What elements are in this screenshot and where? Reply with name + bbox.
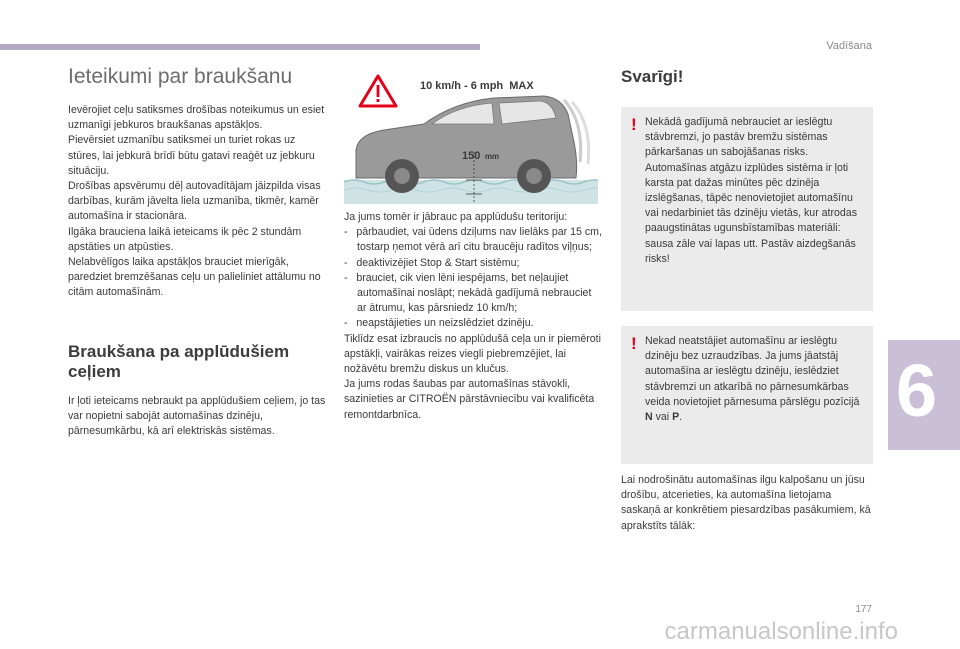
section-title: Vadīšana <box>826 40 872 52</box>
gear-position-n: N <box>645 411 653 424</box>
warning-text: Nekad neatstājiet automašīnu ar ieslēgtu dzinēju bez uzraudzības. Ja jums jāatstāj automašīna ar ieslēgtu dzinēju, ieslēdziet stāvbremzi un atkarībā no pārnesumkārbas veida novietojiet pārnesuma pārslēgu pozīcijā N vai P. <box>645 335 860 424</box>
warning-box-engine-running <box>621 326 873 464</box>
flood-instructions-list <box>344 225 602 331</box>
chapter-number: 6 <box>896 349 938 432</box>
page-title: Ieteikumi par braukšanu <box>68 65 293 88</box>
list-item: - pārbaudiet, vai ūdens dziļums nav lielāks par 15 cm, tostarp ņemot vērā arī citu braucēju radītos viļņus; <box>344 226 602 254</box>
exclamation-icon: ! <box>631 115 637 134</box>
chapter-tab <box>888 340 960 450</box>
flood-instructions-outro: Tiklīdz esat izbraucis no applūdušā ceļa un ir piemēroti apstākļi, vairākas reizes viegli piebremzējiet, lai nožāvētu bremžu diskus un klučus. Ja jums rodas šaubas par automašīnas stāvokli, sazinieties ar CITROËN pārstāvniecību vai kvalificēta remontdarbnīca. <box>344 332 601 421</box>
warning-text: Nekādā gadījumā nebrauciet ar ieslēgtu stāvbremzi, jo pastāv bremžu sistēmas pārkaršanas un sabojāšanas risks. Automašīnas atgāzu izplūdes sistēma ir ļoti karsta pat dažas minūtes pēc dzinēja izslēgšanas, tāpēc nenovietojiet automašīnu vai nedarbiniet tās dzinēju vietās, kur atrodas paaugstinātas ugunsbīstamības materiāli: sausa zāle vai lapas utt. Pastāv aizdegšanās risks! <box>645 116 857 265</box>
warning-box-parking-brake <box>621 107 873 311</box>
important-title: Svarīgi! <box>621 67 684 86</box>
speed-limit-label: 10 km/h - 6 mph MAX <box>420 80 534 92</box>
column-important <box>621 64 873 104</box>
exclamation-icon: ! <box>631 334 637 353</box>
list-item: - deaktivizējiet Stop & Start sistēmu; <box>344 256 520 269</box>
top-accent-bar <box>0 44 480 50</box>
depth-unit: mm <box>484 152 500 161</box>
flood-instructions-intro: Ja jums tomēr ir jābrauc pa applūdušu teritoriju: <box>344 211 568 223</box>
flood-section-text: Ir ļoti ieteicams nebraukt pa applūdušiem ceļiem, jo tas var nopietni sabojāt automašīnas dzinēju, pārnesumkārbu, kā arī elektriskās sistēmas. <box>68 394 326 438</box>
flooded-road-illustration <box>344 72 598 204</box>
longevity-note: Lai nodrošinātu automašīnas ilgu kalpošanu un jūsu drošību, atcerieties, ka automašīna lietojama saskaņā ar konkrētiem piesardzības pasākumiem, kā aprakstīts tālāk: <box>621 474 871 532</box>
page-number: 177 <box>855 604 872 615</box>
gear-position-p: P <box>672 411 680 424</box>
watermark: carmanualsonline.info <box>664 618 898 645</box>
flood-section-title: Braukšana pa applūdušiem ceļiem <box>68 341 290 381</box>
list-item: - neapstājieties un neizslēdziet dzinēju. <box>344 317 534 330</box>
column-driving-tips <box>68 64 326 439</box>
list-item: - brauciet, cik vien lēni iespējams, bet neļaujiet automašīnai noslāpt; nekādā gadījumā nebrauciet ar ātrumu, kas pārsniedz 10 km/h; <box>344 271 592 315</box>
depth-label <box>462 146 499 164</box>
driving-tips-text: Ievērojiet ceļu satiksmes drošības noteikumus un esiet uzmanīgi jebkuros braukšanas apstākļos. Pievērsiet uzmanību satiksmei un turiet rokas uz stūres, lai jebkurā brīdī būtu gatavi reaģēt uz jebkuru situāciju. Drošības apsvērumu dēļ autovadītājam jāizpilda visas darbības, kurām jāvelta liela uzmanība, tikmēr, kamēr automašīna ir stacionāra. Ilgāka brauciena laikā ieteicams ik pēc 2 stundām apstāties un atpūsties. Nelabvēlīgos laika apstākļos brauciet mierīgāk, paredziet bremzēšanas ceļu un palieliniet attālumu no citām automašīnām. <box>68 104 325 299</box>
warning-triangle-icon <box>360 76 396 106</box>
column-flood-instructions <box>344 210 602 423</box>
depth-value: 150 <box>462 150 481 162</box>
